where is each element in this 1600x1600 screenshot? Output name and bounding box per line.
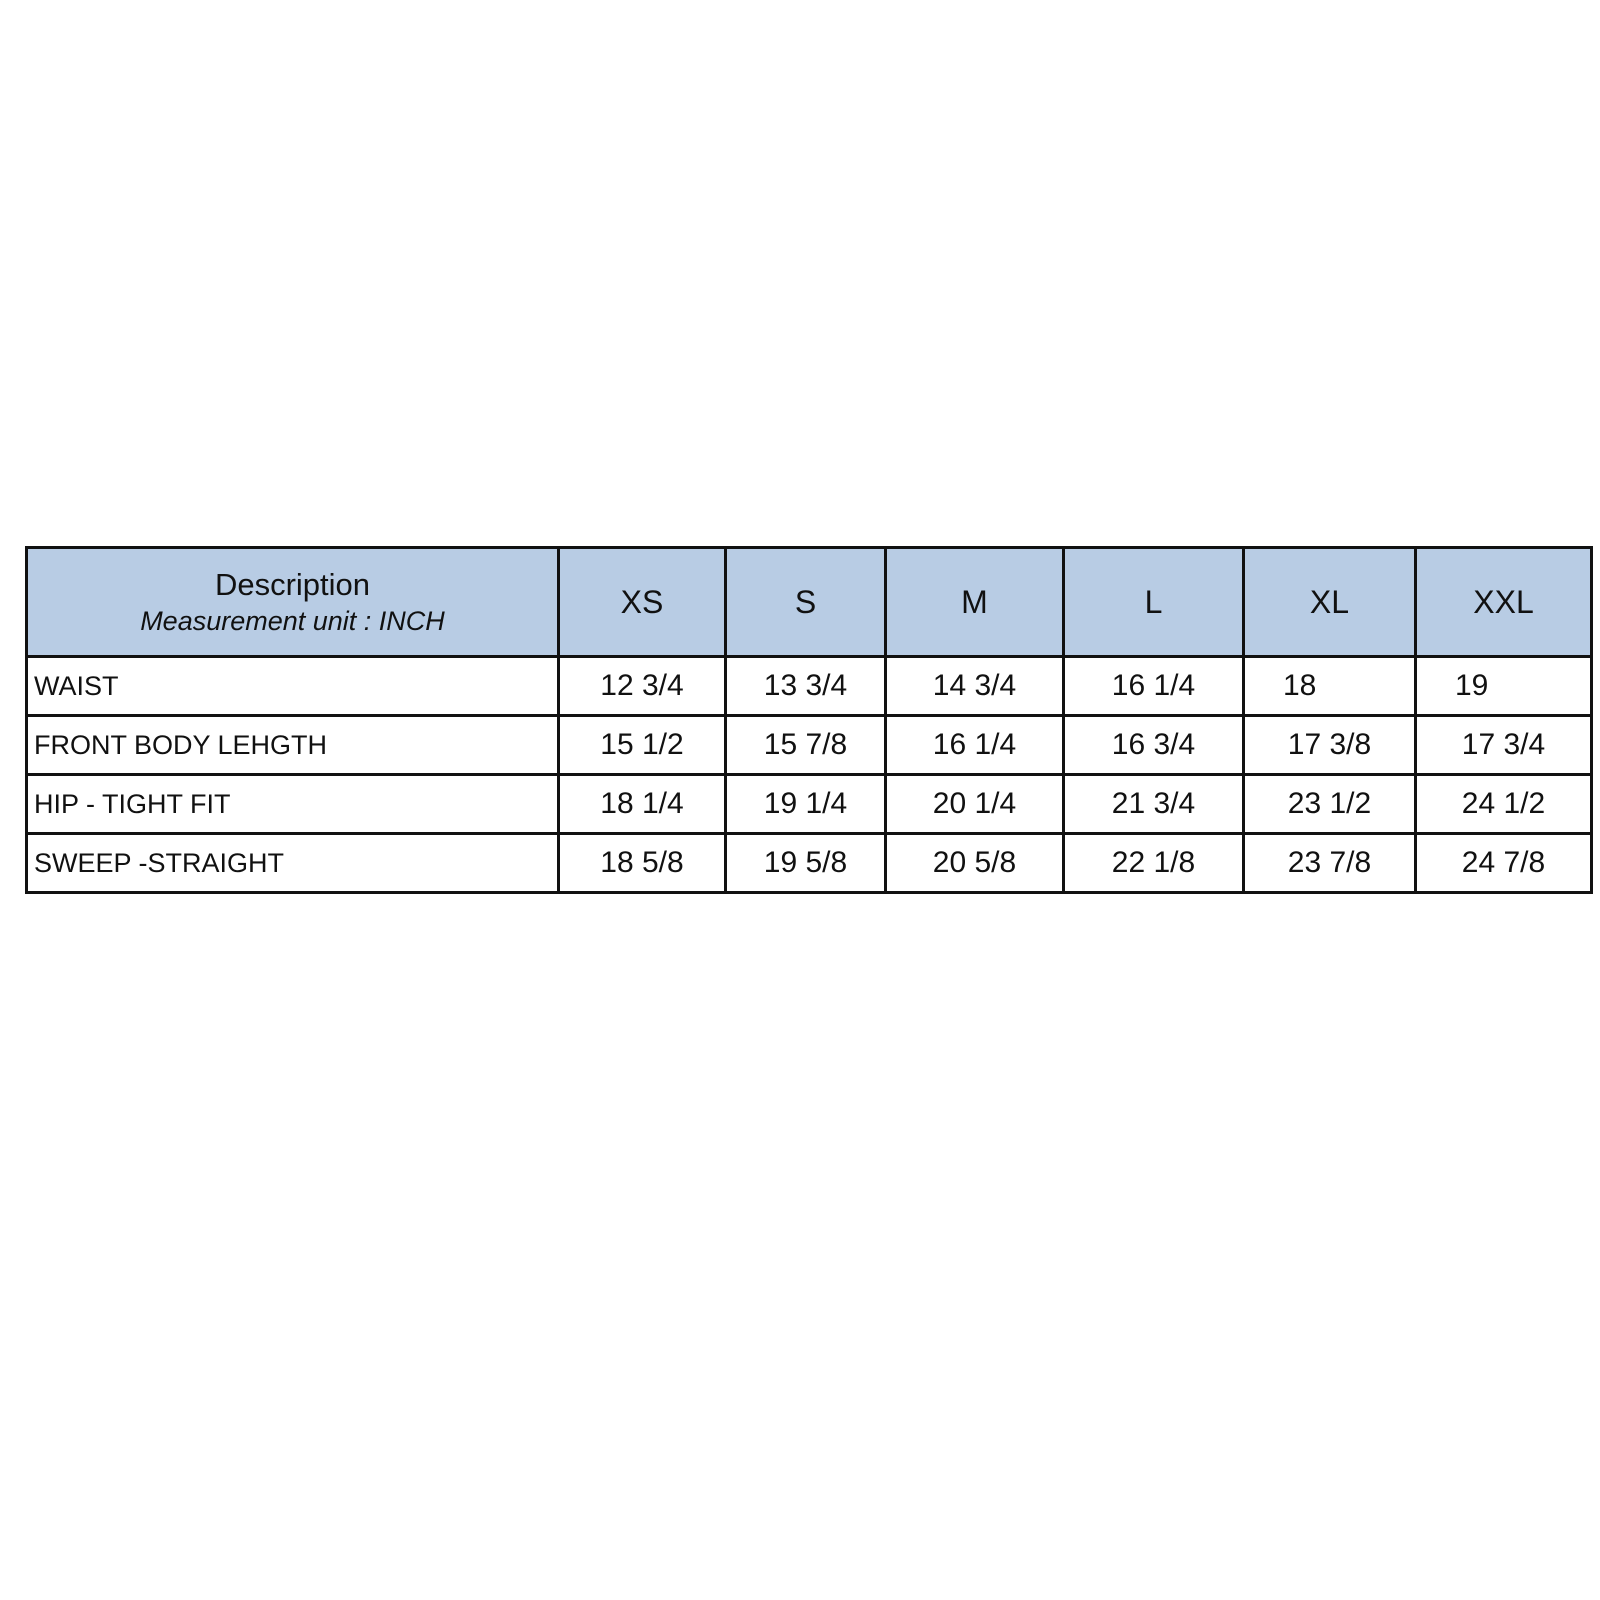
table-cell: 15 7/8 xyxy=(726,716,886,775)
table-cell: 16 1/4 xyxy=(886,716,1064,775)
table-cell: 13 3/4 xyxy=(726,657,886,716)
header-size-xs: XS xyxy=(559,548,726,657)
table-cell: 22 1/8 xyxy=(1064,834,1244,893)
table-row-waist xyxy=(27,657,1592,716)
table-cell: 18 1/4 xyxy=(559,775,726,834)
table-cell: 14 3/4 xyxy=(886,657,1064,716)
table-cell: 18 xyxy=(1244,657,1416,716)
table-cell: 24 7/8 xyxy=(1416,834,1592,893)
table-cell: 20 1/4 xyxy=(886,775,1064,834)
header-size-xxl: XXL xyxy=(1416,548,1592,657)
row-label: HIP - TIGHT FIT xyxy=(27,775,559,834)
table-cell: 12 3/4 xyxy=(559,657,726,716)
table-cell: 15 1/2 xyxy=(559,716,726,775)
size-chart-table xyxy=(25,546,1593,894)
header-size-m: M xyxy=(886,548,1064,657)
table-cell: 16 1/4 xyxy=(1064,657,1244,716)
row-label: FRONT BODY LEHGTH xyxy=(27,716,559,775)
row-label: WAIST xyxy=(27,657,559,716)
table-cell: 19 5/8 xyxy=(726,834,886,893)
table-cell: 16 3/4 xyxy=(1064,716,1244,775)
table-cell: 19 1/4 xyxy=(726,775,886,834)
table-cell: 23 7/8 xyxy=(1244,834,1416,893)
table-cell: 20 5/8 xyxy=(886,834,1064,893)
table-row-sweep xyxy=(27,834,1592,893)
table-row-front-body-length xyxy=(27,716,1592,775)
measurement-unit-label: Measurement unit : INCH xyxy=(140,606,445,636)
table-cell: 21 3/4 xyxy=(1064,775,1244,834)
header-size-l: L xyxy=(1064,548,1244,657)
table-cell: 19 xyxy=(1416,657,1592,716)
table-body xyxy=(27,657,1592,893)
header-size-s: S xyxy=(726,548,886,657)
row-label: SWEEP -STRAIGHT xyxy=(27,834,559,893)
description-title: Description xyxy=(214,567,371,602)
table-cell: 23 1/2 xyxy=(1244,775,1416,834)
table-cell: 24 1/2 xyxy=(1416,775,1592,834)
table-cell: 17 3/4 xyxy=(1416,716,1592,775)
header-description-cell xyxy=(27,548,559,657)
header-row xyxy=(27,548,1592,657)
table-row-hip xyxy=(27,775,1592,834)
table-cell: 17 3/8 xyxy=(1244,716,1416,775)
table-header xyxy=(27,548,1592,657)
table-cell: 18 5/8 xyxy=(559,834,726,893)
header-size-xl: XL xyxy=(1244,548,1416,657)
